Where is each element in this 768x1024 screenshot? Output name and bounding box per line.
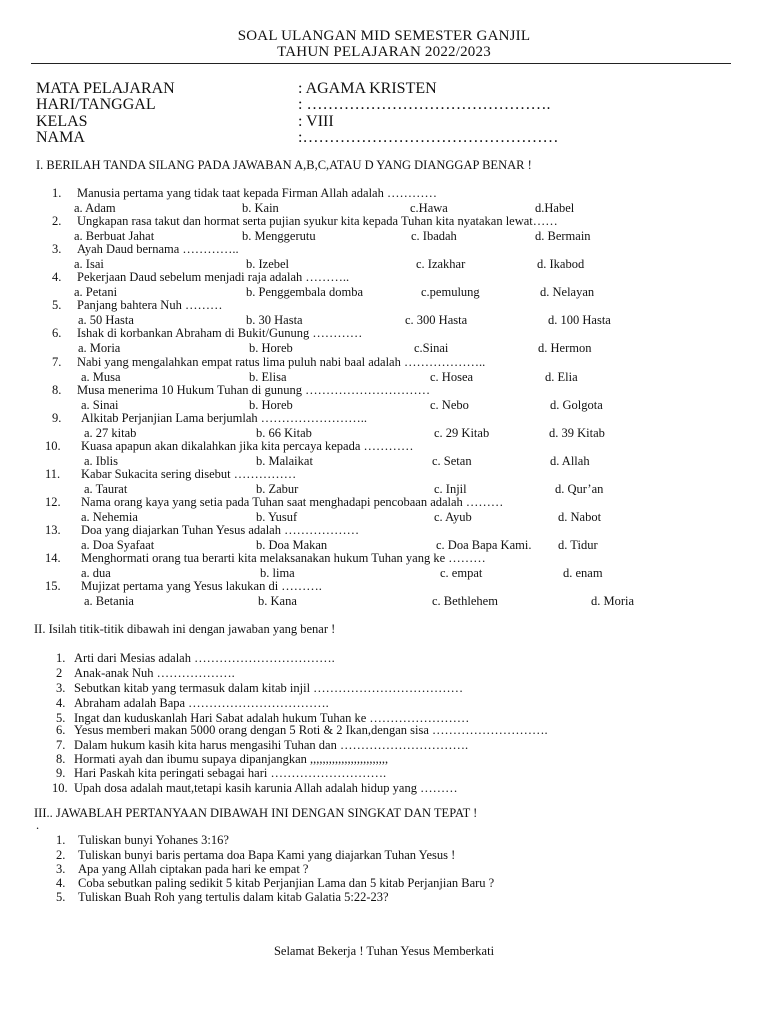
document-subtitle: TAHUN PELAJARAN 2022/2023 bbox=[277, 44, 491, 60]
answer-option: b. Malaikat bbox=[256, 454, 313, 468]
answer-option: a. Nehemia bbox=[81, 510, 138, 524]
essay-number: 1. bbox=[56, 833, 66, 847]
question-text: Kuasa apapun akan dikalahkan jika kita percaya kepada ………… bbox=[81, 439, 414, 453]
info-value: : ………………………………………. bbox=[298, 96, 551, 113]
answer-option: b. Yusuf bbox=[256, 510, 298, 524]
question-number: 5. bbox=[52, 298, 62, 312]
answer-option: c. Izakhar bbox=[416, 257, 466, 271]
answer-option: d. 39 Kitab bbox=[549, 426, 605, 440]
answer-option: d. Ikabod bbox=[537, 257, 585, 271]
essay-text: Apa yang Allah ciptakan pada hari ke empat ? bbox=[78, 862, 309, 876]
answer-option: c. Injil bbox=[434, 482, 467, 496]
answer-option: d. Bermain bbox=[535, 229, 591, 243]
fill-text: Arti dari Mesias adalah ……………………………. bbox=[74, 651, 335, 665]
question-text: Doa yang diajarkan Tuhan Yesus adalah ……………… bbox=[81, 523, 360, 537]
answer-option: c.Sinai bbox=[414, 341, 449, 355]
question-number: 10. bbox=[45, 439, 61, 453]
question-number: 7. bbox=[52, 355, 62, 369]
fill-number: 3. bbox=[56, 681, 66, 695]
answer-option: c. 300 Hasta bbox=[405, 313, 468, 327]
answer-option: b. 66 Kitab bbox=[256, 426, 312, 440]
question-text: Musa menerima 10 Hukum Tuhan di gunung ………………………… bbox=[77, 383, 431, 397]
answer-option: d. Nelayan bbox=[540, 285, 595, 299]
section-2-heading: II. Isilah titik-titik dibawah ini dengan jawaban yang benar ! bbox=[34, 622, 336, 636]
info-label: HARI/TANGGAL bbox=[36, 96, 156, 113]
answer-option: a. Iblis bbox=[84, 454, 119, 468]
info-value: : AGAMA KRISTEN bbox=[298, 80, 437, 97]
answer-option: c. 29 Kitab bbox=[434, 426, 490, 440]
answer-option: b. Kana bbox=[258, 594, 297, 608]
question-text: Mujizat pertama yang Yesus lakukan di ………. bbox=[81, 579, 322, 593]
question-number: 2. bbox=[52, 214, 62, 228]
essay-text: Tuliskan bunyi baris pertama doa Bapa Kami yang diajarkan Tuhan Yesus ! bbox=[78, 848, 456, 862]
fill-number: 6. bbox=[56, 723, 66, 737]
answer-option: a. Berbuat Jahat bbox=[74, 229, 155, 243]
fill-text: Sebutkan kitab yang termasuk dalam kitab injil ……………………………… bbox=[74, 681, 464, 695]
essay-text: Coba sebutkan paling sedikit 5 kitab Perjanjian Lama dan 5 kitab Perjanjian Baru ? bbox=[78, 876, 495, 890]
essay-text: Tuliskan bunyi Yohanes 3:16? bbox=[78, 833, 229, 847]
answer-option: b. Horeb bbox=[249, 398, 293, 412]
fill-number: 4. bbox=[56, 696, 66, 710]
info-value: :………………………………………… bbox=[298, 129, 559, 146]
answer-option: c. Ibadah bbox=[411, 229, 457, 243]
essay-number: 4. bbox=[56, 876, 66, 890]
answer-option: a. Doa Syafaat bbox=[81, 538, 155, 552]
answer-option: d. 100 Hasta bbox=[548, 313, 611, 327]
answer-option: a. dua bbox=[81, 566, 111, 580]
answer-option: b. 30 Hasta bbox=[246, 313, 303, 327]
answer-option: a. 27 kitab bbox=[84, 426, 137, 440]
essay-text: Tuliskan Buah Roh yang tertulis dalam kitab Galatia 5:22-23? bbox=[78, 890, 389, 904]
answer-option: a. 50 Hasta bbox=[78, 313, 134, 327]
answer-option: d. Tidur bbox=[558, 538, 598, 552]
answer-option: c.pemulung bbox=[421, 285, 480, 299]
essay-number: 3. bbox=[56, 862, 66, 876]
answer-option: c. Nebo bbox=[430, 398, 469, 412]
question-number: 6. bbox=[52, 326, 62, 340]
answer-option: c. Setan bbox=[432, 454, 472, 468]
answer-option: b. Horeb bbox=[249, 341, 293, 355]
fill-number: 1. bbox=[56, 651, 66, 665]
question-number: 1. bbox=[52, 186, 62, 200]
answer-option: d. enam bbox=[563, 566, 603, 580]
question-number: 13. bbox=[45, 523, 61, 537]
fill-text: Ingat dan kuduskanlah Hari Sabat adalah hukum Tuhan ke …………………… bbox=[74, 711, 470, 725]
fill-text: Hari Paskah kita peringati sebagai hari ………………………. bbox=[74, 766, 387, 780]
fill-text: Hormati ayah dan ibumu supaya dipanjangkan ,,,,,,,,,,,,,,,,,,,,,,,,, bbox=[74, 752, 389, 766]
answer-option: b. Menggerutu bbox=[242, 229, 316, 243]
answer-option: d. Nabot bbox=[558, 510, 602, 524]
fill-number: 10. bbox=[52, 781, 68, 795]
question-text: Nabi yang mengalahkan empat ratus lima puluh nabi baal adalah ……………….. bbox=[77, 355, 486, 369]
question-text: Manusia pertama yang tidak taat kepada Firman Allah adalah ………… bbox=[77, 186, 437, 200]
essay-number: 2. bbox=[56, 848, 66, 862]
question-text: Ayah Daud bernama ………….. bbox=[77, 242, 239, 256]
answer-option: d. Golgota bbox=[550, 398, 603, 412]
fill-text: Anak-anak Nuh ………………. bbox=[74, 666, 235, 680]
answer-option: d. Allah bbox=[550, 454, 590, 468]
answer-option: c.Hawa bbox=[410, 201, 448, 215]
question-text: Kabar Sukacita sering disebut …………… bbox=[81, 467, 297, 481]
answer-option: d. Hermon bbox=[538, 341, 592, 355]
answer-option: d. Moria bbox=[591, 594, 635, 608]
essay-number: 5. bbox=[56, 890, 66, 904]
answer-option: b. Penggembala domba bbox=[246, 285, 363, 299]
info-value: : VIII bbox=[298, 113, 334, 130]
fill-text: Dalam hukum kasih kita harus mengasihi Tuhan dan …………………………. bbox=[74, 738, 469, 752]
answer-option: a. Moria bbox=[78, 341, 121, 355]
question-text: Panjang bahtera Nuh ……… bbox=[77, 298, 223, 312]
question-number: 9. bbox=[52, 411, 62, 425]
question-text: Ishak di korbankan Abraham di Bukit/Gunung ………… bbox=[77, 326, 363, 340]
answer-option: a. Adam bbox=[74, 201, 116, 215]
answer-option: b. lima bbox=[260, 566, 295, 580]
answer-option: a. Taurat bbox=[84, 482, 128, 496]
question-text: Pekerjaan Daud sebelum menjadi raja adalah ……….. bbox=[77, 270, 350, 284]
answer-option: c. Hosea bbox=[430, 370, 474, 384]
fill-number: 8. bbox=[56, 752, 66, 766]
answer-option: a. Isai bbox=[74, 257, 104, 271]
fill-number: 7. bbox=[56, 738, 66, 752]
answer-option: b. Zabur bbox=[256, 482, 299, 496]
section-3-heading: III.. JAWABLAH PERTANYAAN DIBAWAH INI DENGAN SINGKAT DAN TEPAT ! bbox=[34, 806, 478, 820]
closing-note: Selamat Bekerja ! Tuhan Yesus Memberkati bbox=[273, 944, 495, 958]
fill-text: Upah dosa adalah maut,tetapi kasih karunia Allah adalah hidup yang ……… bbox=[74, 781, 458, 795]
question-number: 8. bbox=[52, 383, 62, 397]
answer-option: b. Doa Makan bbox=[256, 538, 328, 552]
section-3-dot: . bbox=[36, 818, 40, 832]
question-text: Menghormati orang tua berarti kita melaksanakan hukum Tuhan yang ke ……… bbox=[81, 551, 486, 565]
answer-option: a. Sinai bbox=[81, 398, 119, 412]
info-label: KELAS bbox=[36, 113, 88, 130]
fill-number: 5. bbox=[56, 711, 66, 725]
question-number: 14. bbox=[45, 551, 61, 565]
answer-option: c. Ayub bbox=[434, 510, 472, 524]
question-number: 15. bbox=[45, 579, 61, 593]
answer-option: c. Bethlehem bbox=[432, 594, 498, 608]
question-number: 4. bbox=[52, 270, 62, 284]
answer-option: b. Elisa bbox=[249, 370, 287, 384]
fill-text: Yesus memberi makan 5000 orang dengan 5 Roti & 2 Ikan,dengan sisa ………………………. bbox=[74, 723, 548, 737]
section-1-heading: I. BERILAH TANDA SILANG PADA JAWABAN A,B,C,ATAU D YANG DIANGGAP BENAR ! bbox=[36, 158, 532, 172]
fill-number: 2 bbox=[56, 666, 63, 680]
info-label: NAMA bbox=[36, 129, 85, 146]
answer-option: d. Elia bbox=[545, 370, 578, 384]
question-number: 3. bbox=[52, 242, 62, 256]
answer-option: d. Qur’an bbox=[555, 482, 604, 496]
question-text: Ungkapan rasa takut dan hormat serta pujian syukur kita kepada Tuhan kita nyatakan lewat…… bbox=[77, 214, 558, 228]
answer-option: d.Habel bbox=[535, 201, 575, 215]
question-number: 12. bbox=[45, 495, 61, 509]
answer-option: a. Petani bbox=[74, 285, 118, 299]
answer-option: b. Izebel bbox=[246, 257, 290, 271]
answer-option: a. Musa bbox=[81, 370, 121, 384]
answer-option: b. Kain bbox=[242, 201, 279, 215]
fill-text: Abraham adalah Bapa ……………………………. bbox=[74, 696, 329, 710]
question-text: Nama orang kaya yang setia pada Tuhan saat menghadapi pencobaan adalah ……… bbox=[81, 495, 504, 509]
question-number: 11. bbox=[45, 467, 61, 481]
fill-number: 9. bbox=[56, 766, 66, 780]
document-title: SOAL ULANGAN MID SEMESTER GANJIL bbox=[237, 28, 531, 44]
answer-option: c. empat bbox=[440, 566, 483, 580]
answer-option: c. Doa Bapa Kami. bbox=[436, 538, 532, 552]
header-divider bbox=[31, 63, 731, 64]
question-text: Alkitab Perjanjian Lama berjumlah …………………….. bbox=[81, 411, 368, 425]
answer-option: a. Betania bbox=[84, 594, 134, 608]
info-label: MATA PELAJARAN bbox=[36, 80, 175, 97]
